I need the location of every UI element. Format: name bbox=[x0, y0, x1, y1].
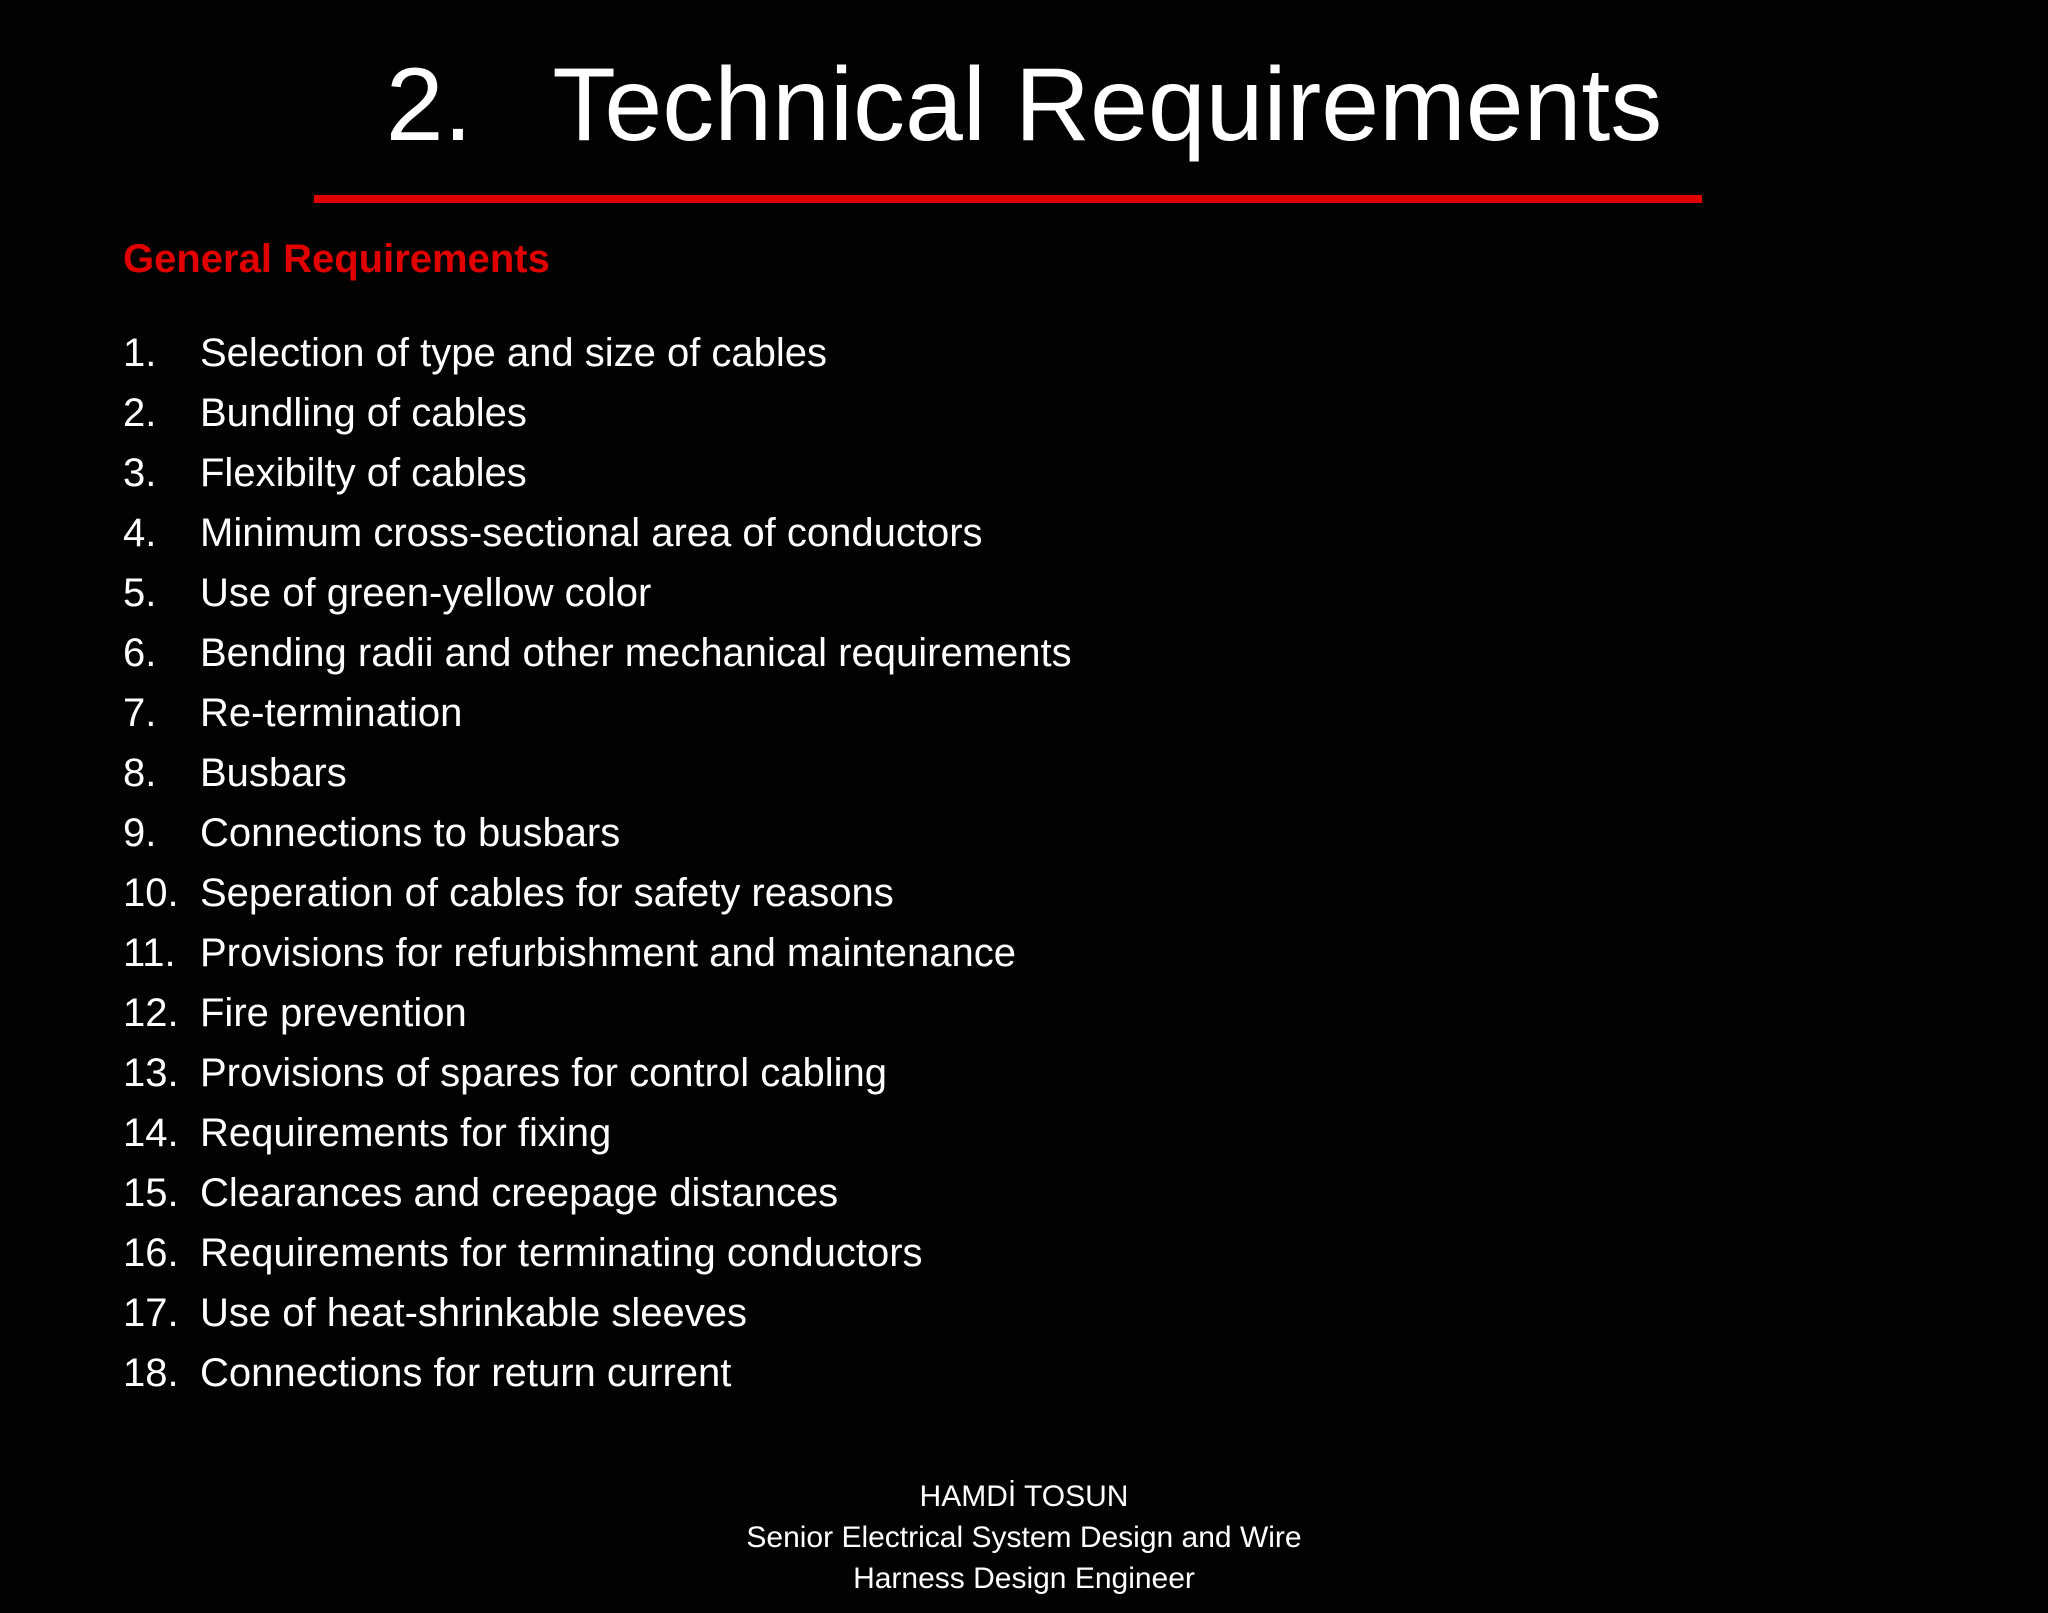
list-item bbox=[123, 1047, 1072, 1107]
list-item bbox=[123, 507, 1072, 567]
author-name: HAMDİ TOSUN bbox=[919, 1480, 1129, 1513]
title-text: Technical Requirements bbox=[552, 47, 1663, 163]
item-number: 5. bbox=[123, 571, 157, 615]
list-item bbox=[123, 1287, 1072, 1347]
item-number: 11. bbox=[123, 931, 176, 975]
item-text: Use of heat-shrinkable sleeves bbox=[200, 1291, 747, 1335]
item-text: Minimum cross-sectional area of conductors bbox=[200, 511, 983, 555]
item-number: 16. bbox=[123, 1231, 179, 1275]
item-number: 8. bbox=[123, 751, 157, 795]
item-number: 1. bbox=[123, 331, 157, 375]
list-item bbox=[123, 687, 1072, 747]
item-text: Bundling of cables bbox=[200, 391, 527, 435]
item-number: 13. bbox=[123, 1051, 179, 1095]
item-text: Clearances and creepage distances bbox=[200, 1171, 839, 1215]
item-number: 2. bbox=[123, 391, 157, 435]
item-text: Seperation of cables for safety reasons bbox=[200, 871, 894, 915]
list-item bbox=[123, 747, 1072, 807]
item-text: Busbars bbox=[200, 751, 347, 795]
item-number: 9. bbox=[123, 811, 157, 855]
item-text: Requirements for fixing bbox=[200, 1111, 612, 1155]
list-item bbox=[123, 447, 1072, 507]
item-text: Provisions of spares for control cabling bbox=[200, 1051, 887, 1095]
item-number: 14. bbox=[123, 1111, 179, 1155]
item-text: Use of green-yellow color bbox=[200, 571, 652, 615]
title-divider bbox=[314, 195, 1702, 203]
item-text: Provisions for refurbishment and maintenance bbox=[200, 931, 1016, 975]
item-number: 10. bbox=[123, 871, 179, 915]
list-item bbox=[123, 987, 1072, 1047]
item-number: 15. bbox=[123, 1171, 179, 1215]
item-text: Connections for return current bbox=[200, 1351, 732, 1395]
list-item bbox=[123, 1107, 1072, 1167]
item-number: 4. bbox=[123, 511, 157, 555]
title-number: 2. bbox=[385, 47, 473, 163]
item-number: 6. bbox=[123, 631, 157, 675]
item-number: 3. bbox=[123, 451, 157, 495]
item-text: Re-termination bbox=[200, 691, 463, 735]
list-item bbox=[123, 327, 1072, 387]
list-item bbox=[123, 387, 1072, 447]
item-number: 18. bbox=[123, 1351, 179, 1395]
item-number: 17. bbox=[123, 1291, 179, 1335]
author-title-line-1: Senior Electrical System Design and Wire bbox=[746, 1521, 1302, 1554]
list-item bbox=[123, 1227, 1072, 1287]
section-heading: General Requirements bbox=[123, 237, 550, 281]
list-item bbox=[123, 1167, 1072, 1227]
item-number: 7. bbox=[123, 691, 157, 735]
item-text: Connections to busbars bbox=[200, 811, 621, 855]
item-text: Bending radii and other mechanical requirements bbox=[200, 631, 1072, 675]
list-item bbox=[123, 867, 1072, 927]
list-item bbox=[123, 1347, 1072, 1407]
author-title-line-2: Harness Design Engineer bbox=[853, 1562, 1195, 1595]
author-footer bbox=[0, 1476, 2048, 1599]
requirements-list bbox=[123, 327, 1072, 1407]
slide-title bbox=[0, 40, 2048, 170]
list-item bbox=[123, 627, 1072, 687]
list-item bbox=[123, 927, 1072, 987]
list-item bbox=[123, 807, 1072, 867]
item-number: 12. bbox=[123, 991, 179, 1035]
item-text: Requirements for terminating conductors bbox=[200, 1231, 923, 1275]
item-text: Flexibilty of cables bbox=[200, 451, 527, 495]
item-text: Selection of type and size of cables bbox=[200, 331, 828, 375]
item-text: Fire prevention bbox=[200, 991, 467, 1035]
list-item bbox=[123, 567, 1072, 627]
